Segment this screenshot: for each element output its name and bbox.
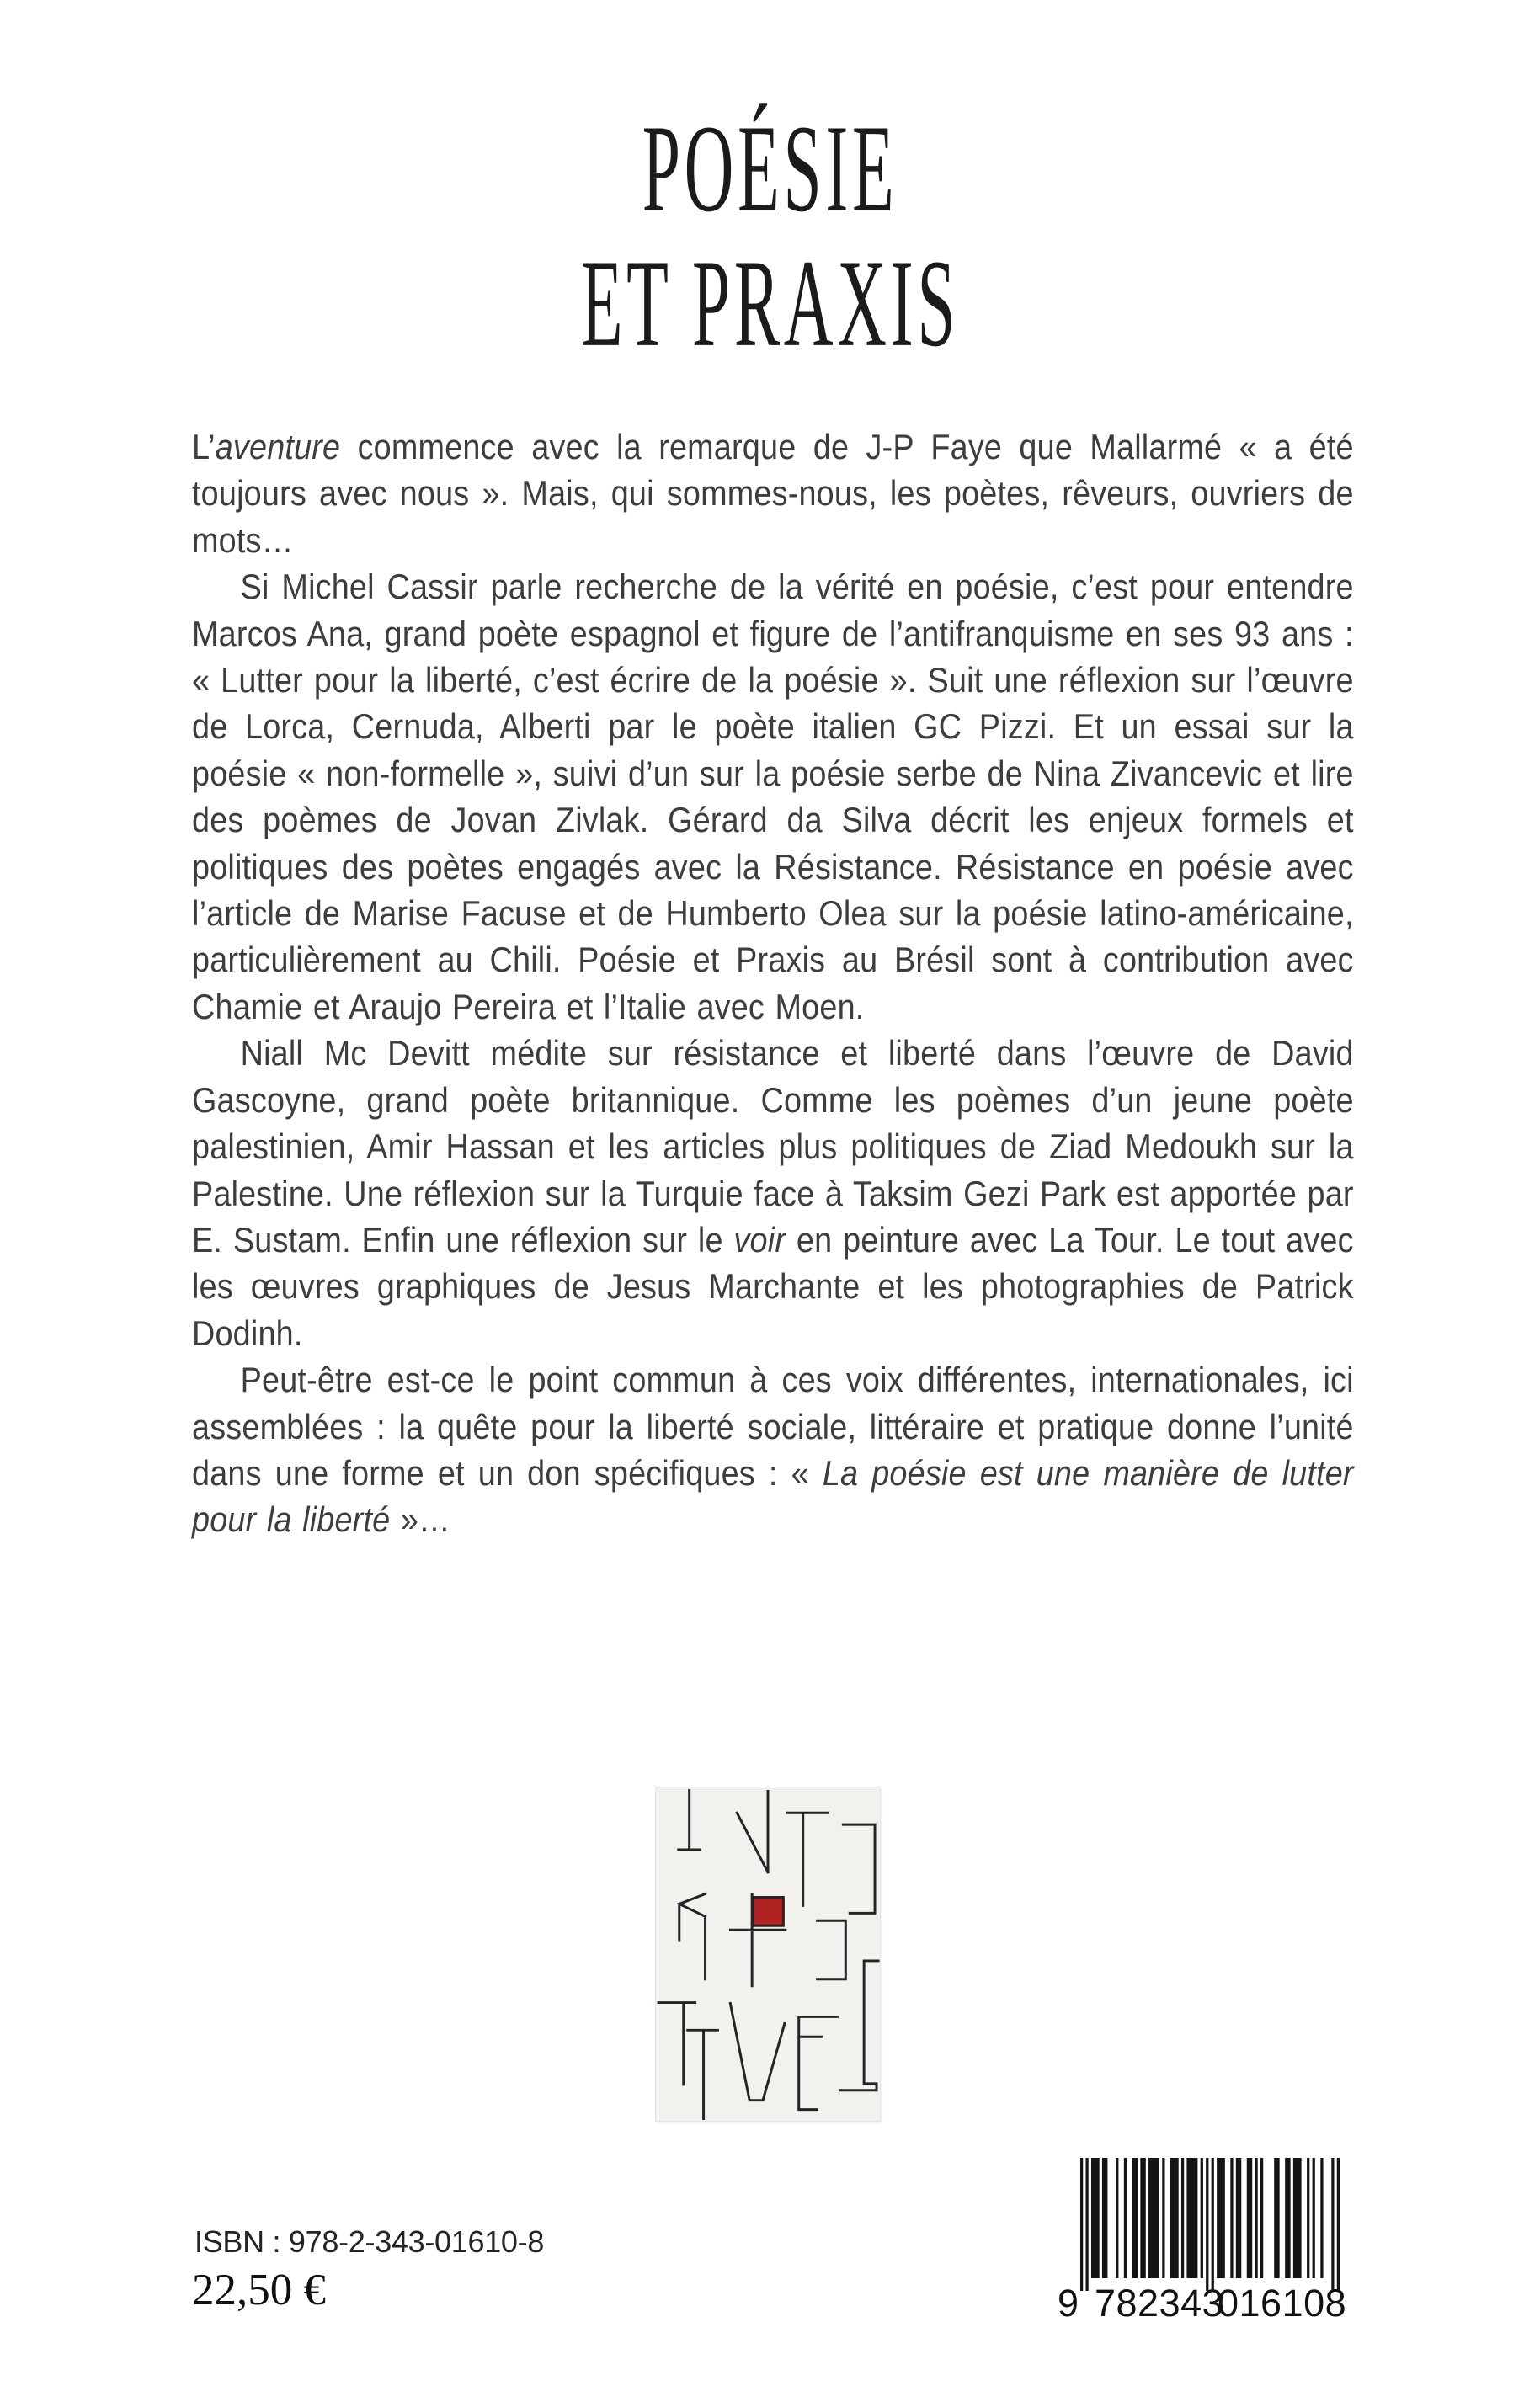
barcode-digit-group2: 016108: [1218, 2282, 1347, 2325]
publisher-logo-card: [655, 1787, 881, 2122]
isbn-text: ISBN : 978-2-343-01610-8: [194, 2224, 545, 2259]
back-cover-blurb: [192, 423, 1354, 1543]
book-title-line2: ET PRAXIS: [580, 233, 960, 373]
logo-letter-T3: [688, 2030, 718, 2118]
logo-letter-E2: [818, 1920, 846, 1979]
barcode-digit-first: 9: [1058, 2282, 1080, 2325]
ean13-barcode: [1056, 2158, 1351, 2325]
logo-letter-V: [730, 2004, 785, 2101]
logo-red-square: [753, 1898, 784, 1926]
barcode-digit-group1: 782343: [1095, 2282, 1224, 2325]
logo-letter-E3: [799, 2016, 838, 2109]
blurb-paragraph-1: L’aventure commence avec la remarque de J-P Faye que Mallarmé « a été toujours avec nous ». Mais, qui sommes-nous, les poètes, rêveurs, ouvriers de mots…: [192, 427, 1354, 560]
logo-letter-I: [679, 1790, 701, 1849]
barcode-bars-icon: [1080, 2158, 1340, 2291]
logo-letter-N: [737, 1791, 768, 1872]
logo-letter-E1: [843, 1824, 875, 1913]
logo-letter-T2: [658, 2003, 695, 2085]
barcode-digits: [1056, 2282, 1351, 2325]
intempestives-logo-icon: [656, 1787, 880, 2121]
book-title-line1: POÉSIE: [642, 99, 898, 238]
blurb-paragraph-3: Niall Mc Devitt médite sur résistance et liberté dans l’œuvre de David Gascoyne, grand poète britannique. Comme les poèmes d’un jeune poète palestinien, Amir Hassan et les articles plus politiques de Ziad Medoukh sur la Palestine. Une réflexion sur la Turquie face à Taksim Gezi Park est apportée par E. Sustam. Enfin une réflexion sur le voir en peinture avec La Tour. Le tout avec les œuvres graphiques de Jesus Marchante et les photographies de Patrick Dodinh.: [192, 1033, 1354, 1353]
blurb-paragraph-4: Peut-être est-ce le point commun à ces voix différentes, internationales, ici assemblées : la quête pour la liberté sociale, littéraire et pratique donne l’unité dans une forme et un don spécifiques : « La poésie est une manière de lutter pour la liberté »…: [192, 1360, 1354, 1540]
blurb-paragraph-2: Si Michel Cassir parle recherche de la vérité en poésie, c’est pour entendre Marcos Ana, grand poète espagnol et figure de l’antifranquisme en ses 93 ans : « Lutter pour la liberté, c’est écrire de la poésie ». Suit une réflexion sur l’œuvre de Lorca, Cernuda, Alberti par le poète italien GC Pizzi. Et un essai sur la poésie « non-formelle », suivi d’un sur la poésie serbe de Nina Zivancevic et lire des poèmes de Jovan Zivlak. Gérard da Silva décrit les enjeux formels et politiques des poètes engagés avec la Résistance. Résistance en poésie avec l’article de Marise Facuse et de Humberto Olea sur la poésie latino-américaine, particulièrement au Chili. Poésie et Praxis au Brésil sont à contribution avec Chamie et Araujo Pereira et l’Italie avec Moen.: [192, 567, 1354, 1026]
logo-letter-T: [787, 1813, 829, 1905]
book-title: [331, 99, 1209, 373]
logo-letter-M: [679, 1894, 706, 1979]
price-text: 22,50 €: [192, 2266, 326, 2314]
